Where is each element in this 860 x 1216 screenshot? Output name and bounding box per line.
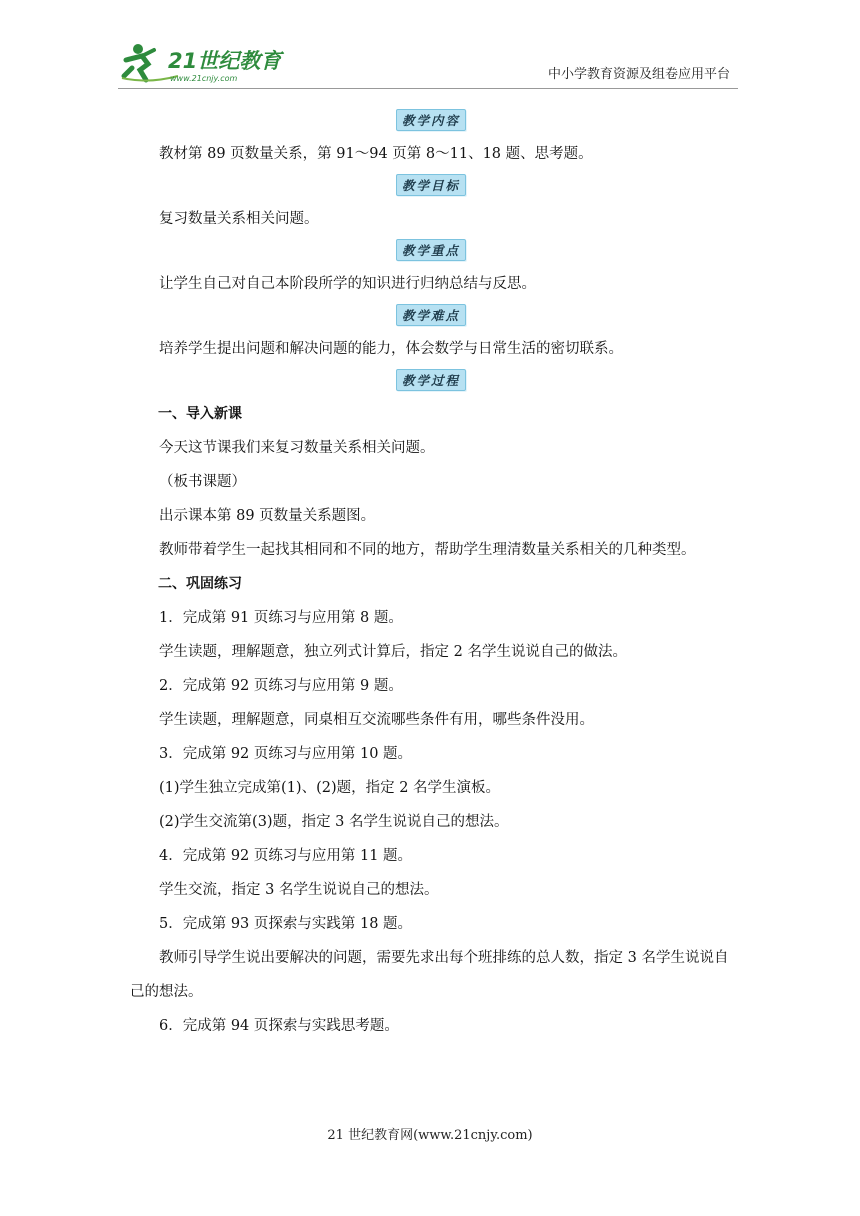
list-item: 学生读题，理解题意，独立列式计算后，指定 2 名学生说说自己的做法。 xyxy=(159,644,627,660)
site-logo[interactable] xyxy=(118,40,288,86)
section-label-content: 教学内容 xyxy=(130,106,732,134)
paragraph: 出示课本第 89 页数量关系题图。 xyxy=(159,508,376,524)
list-item: 5．完成第 93 页探索与实践第 18 题。 xyxy=(159,916,413,932)
header-divider xyxy=(118,88,738,89)
list-item: 3．完成第 92 页练习与应用第 10 题。 xyxy=(159,746,413,762)
list-item: 2．完成第 92 页练习与应用第 9 题。 xyxy=(159,678,403,694)
page-footer: 21 世纪教育网(www.21cnjy.com) xyxy=(327,1128,533,1143)
section-label-goal: 教学目标 xyxy=(130,171,732,199)
logo-main-text: 21世纪教育 xyxy=(168,49,282,73)
page-header xyxy=(118,38,738,90)
list-item: 学生读题，理解题意，同桌相互交流哪些条件有用，哪些条件没用。 xyxy=(159,712,594,728)
paragraph: （板书课题） xyxy=(159,474,246,490)
part1-heading: 一、导入新课 xyxy=(158,406,242,422)
content-text: 教材第 89 页数量关系，第 91～94 页第 8～11、18 题、思考题。 xyxy=(159,146,593,162)
list-item: (2)学生交流第(3)题，指定 3 名学生说说自己的想法。 xyxy=(159,814,509,830)
list-item: 学生交流，指定 3 名学生说说自己的想法。 xyxy=(159,882,439,898)
list-item: (1)学生独立完成第(1)、(2)题，指定 2 名学生演板。 xyxy=(159,780,501,796)
logo-sub-text: www.21cnjy.com xyxy=(170,74,238,83)
goal-text: 复习数量关系相关问题。 xyxy=(159,211,319,227)
part2-heading: 二、巩固练习 xyxy=(158,576,242,592)
section-label-difficulty: 教学难点 xyxy=(130,301,732,329)
key-text: 让学生自己对自己本阶段所学的知识进行归纳总结与反思。 xyxy=(159,276,536,292)
list-item: 4．完成第 92 页练习与应用第 11 题。 xyxy=(159,848,413,864)
section-label-process: 教学过程 xyxy=(130,366,732,394)
list-item: 1．完成第 91 页练习与应用第 8 题。 xyxy=(159,610,403,626)
list-item: 6．完成第 94 页探索与实践思考题。 xyxy=(159,1018,399,1034)
paragraph: 教师带着学生一起找其相同和不同的地方，帮助学生理清数量关系相关的几种类型。 xyxy=(159,542,696,558)
platform-name: 中小学教育资源及组卷应用平台 xyxy=(547,67,730,82)
paragraph: 今天这节课我们来复习数量关系相关问题。 xyxy=(159,440,435,456)
document-body xyxy=(130,106,732,1043)
list-item: 教师引导学生说出要解决的问题，需要先求出每个班排练的总人数，指定 3 名学生说说自己的想法。 xyxy=(130,950,729,1000)
difficulty-text: 培养学生提出问题和解决问题的能力，体会数学与日常生活的密切联系。 xyxy=(159,341,623,357)
section-label-key: 教学重点 xyxy=(130,236,732,264)
